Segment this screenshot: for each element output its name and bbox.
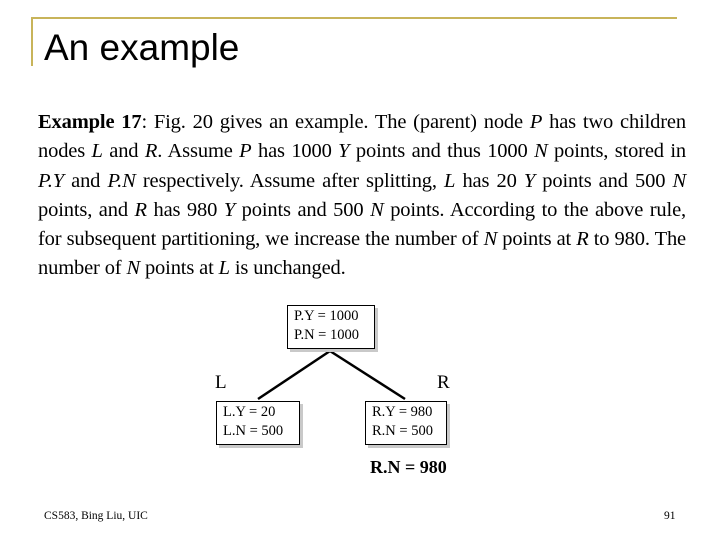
para-var: P — [529, 111, 543, 133]
footer-source: CS583, Bing Liu, UIC — [44, 510, 148, 522]
para-var: Y — [523, 169, 536, 192]
para-var: P.Y — [38, 169, 64, 192]
left-y-count: L.Y = 20 — [223, 404, 276, 420]
para-text: points at — [497, 228, 577, 251]
para-var: P — [239, 140, 252, 163]
para-var: N — [672, 169, 686, 192]
para-text: points and 500 — [235, 198, 371, 221]
edge-parent-to-left — [258, 351, 330, 399]
para-text: and — [102, 140, 145, 163]
para-var: N — [483, 228, 498, 251]
para-var: L — [218, 257, 230, 280]
edge-parent-to-right — [330, 351, 405, 399]
para-text: has 20 — [455, 169, 524, 192]
right-n-count: R.N = 500 — [372, 423, 433, 439]
para-text: : Fig. 20 gives an example. The (parent) node — [141, 111, 530, 133]
para-text: has 1000 — [251, 140, 339, 163]
para-var: R — [576, 228, 589, 251]
para-var: L — [91, 140, 103, 163]
para-text: has two children nodes — [38, 111, 686, 163]
adjusted-result: R.N = 980 — [370, 457, 447, 477]
para-text: points and thus 1000 — [349, 140, 535, 163]
parent-y-count: P.Y = 1000 — [294, 308, 359, 324]
para-text: points. According to the above rule, for subsequent partitioning, we increase the number of — [38, 198, 687, 251]
slide-title: An example — [44, 27, 240, 68]
page-number: 91 — [664, 510, 676, 522]
para-var: Y — [338, 140, 350, 163]
para-text: points at — [139, 257, 219, 280]
para-text: respectively. Assume after splitting, — [135, 169, 445, 192]
para-var: N — [126, 257, 140, 280]
parent-node-box — [287, 305, 375, 349]
para-var: L — [444, 169, 456, 192]
right-node-label: R — [437, 372, 450, 393]
para-text: points, and — [38, 198, 135, 221]
para-text: and — [63, 169, 108, 192]
example-label: Example 17 — [38, 111, 142, 133]
para-text: . Assume — [157, 140, 240, 163]
para-var: Y — [223, 198, 236, 221]
right-node-box — [365, 401, 447, 445]
parent-n-count: P.N = 1000 — [294, 327, 359, 343]
left-node-label: L — [215, 372, 227, 393]
para-text: to 980. The number of — [38, 228, 686, 280]
para-text: is unchanged. — [229, 257, 346, 280]
para-var: R — [144, 140, 158, 163]
para-text: has 980 — [146, 198, 224, 221]
para-var: N — [370, 198, 384, 221]
para-text: points and 500 — [535, 169, 673, 192]
para-var: N — [534, 140, 548, 163]
right-y-count: R.Y = 980 — [372, 404, 433, 420]
para-var: P.N — [107, 169, 136, 192]
left-node-box — [216, 401, 300, 445]
left-n-count: L.N = 500 — [223, 423, 284, 439]
para-var: R — [134, 198, 147, 221]
para-text: points, stored in — [547, 140, 686, 163]
